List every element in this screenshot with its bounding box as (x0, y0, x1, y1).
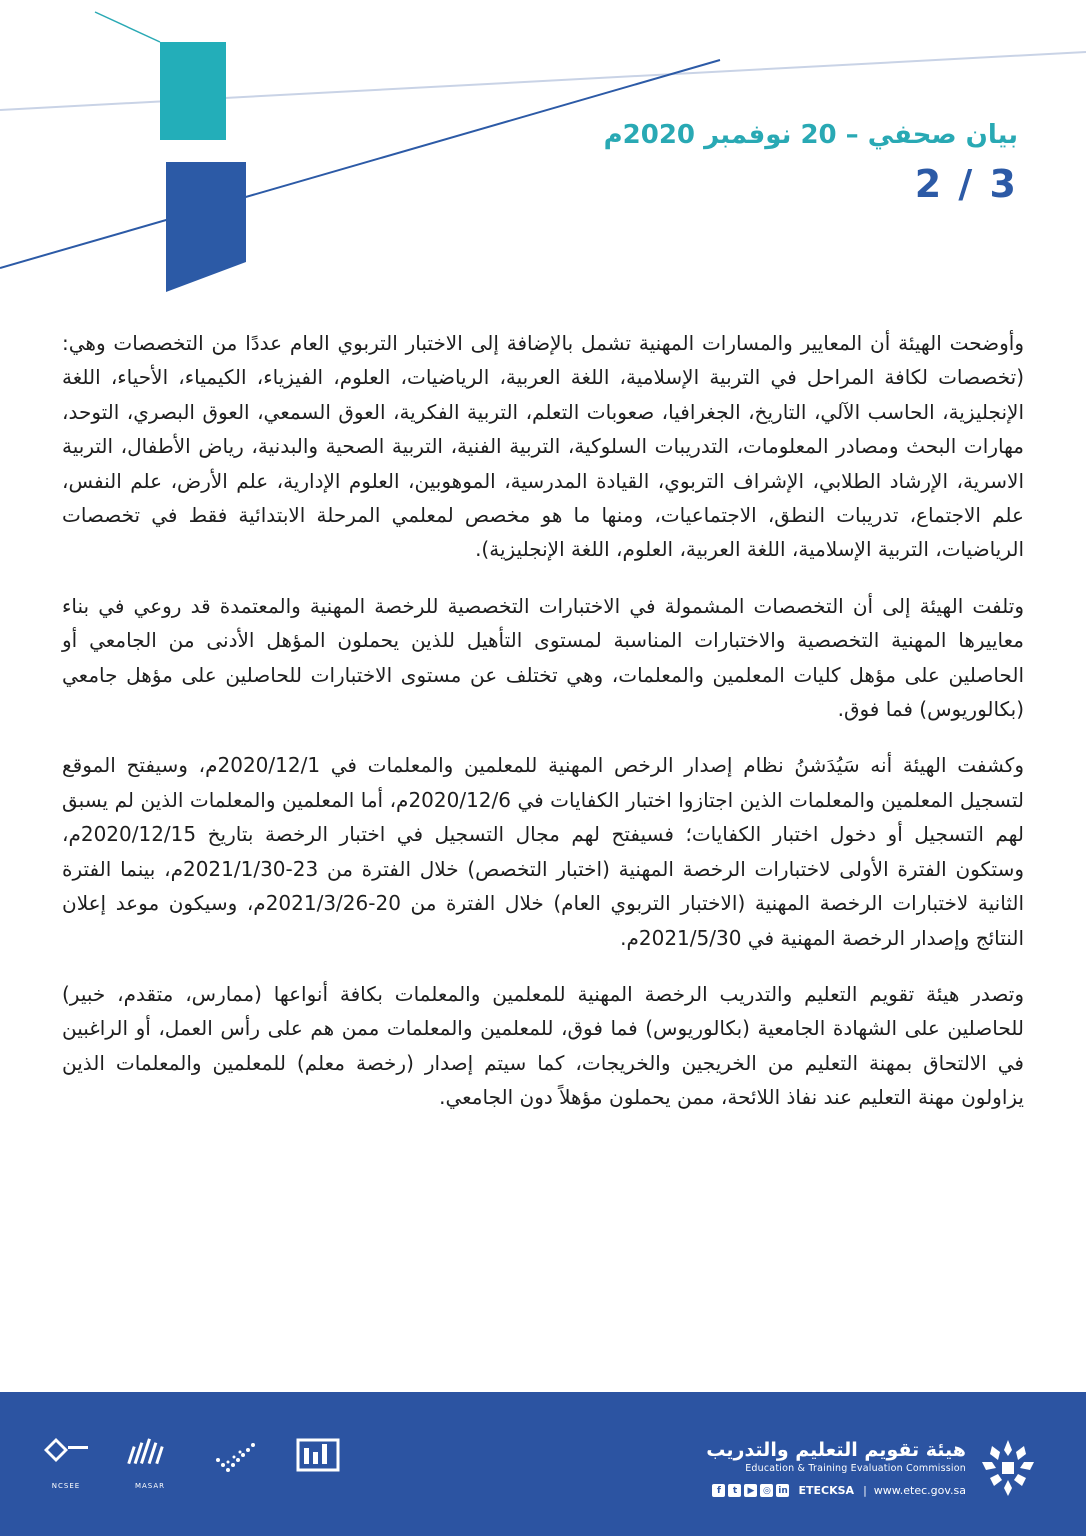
twitter-icon[interactable]: t (728, 1484, 741, 1497)
header-block (604, 120, 1018, 206)
masar-caption: MASAR (134, 1482, 166, 1490)
website-link[interactable]: www.etec.gov.sa (873, 1484, 966, 1497)
etec-logo-icon (976, 1436, 1040, 1500)
qiyas-icon (290, 1432, 346, 1480)
tamayuz-logo (38, 1432, 94, 1490)
org-name-arabic: هيئة تقويم التعليم والتدريب (706, 1439, 966, 1461)
facebook-icon[interactable]: f (712, 1484, 725, 1497)
tamayuz-icon (38, 1432, 94, 1480)
press-release-date: بيان صحفي – 20 نوفمبر 2020م (603, 120, 1018, 150)
footer (0, 1392, 1086, 1536)
masar-logo (122, 1432, 178, 1490)
etec-branding (706, 1428, 1040, 1508)
paragraph-license-types: وتصدر هيئة تقويم التعليم والتدريب الرخصة المهنية للمعلمين والمعلمات بكافة أنواعها (ممارس، متقدم، خبير) للحاصلين على الشهادة الجامعية (بكالوريوس) فما فوق، للمعلمين والمعلمات ممن هم على رأس العمل، أو الراغبين في الالتحاق بمهنة التعليم من الخريجين والخريجات، كما سيتم إصدار (رخصة معلم) للمعلمين والمعلمات الذين يزاولون مهنة التعليم عند نفاذ اللائحة، ممن يحملون مؤهلاً دون الجامعي. (62, 981, 1024, 1110)
paragraph-specializations: وأوضحت الهيئة أن المعايير والمسارات المهنية تشمل بالإضافة إلى الاختبار التربوي العام عددًا من التخصصات وهي: (تخصصات لكافة المراحل في التربية الإسلامية، اللغة العربية، الرياضيات، العلوم، الفيزياء، الكيمياء، الأحياء، اللغة الإنجليزية، الحاسب الآلي، التاريخ، الجغرافيا، صعوبات التعلم، التربية الفكرية، العوق السمعي، العوق البصري، التوحد، مهارات البحث ومصادر المعلومات، التدريبات السلوكية، التربية الفنية، التربية الصحية والبدنية، رياض الأطفال، التربية الاسرية، الإرشاد الطلابي، الإشراف التربوي، القيادة المدرسية، الموهوبين، العلوم الإدارية، علم الأرض، علم النفس، علم الاجتماع، تدريبات النطق، الاجتماعيات، ومنها ما هو مخصص لمعلمي المرحلة الابتدائية فقط في تخصصات الرياضيات، التربية الإسلامية، اللغة العربية، العلوم، اللغة الإنجليزية). (62, 331, 1024, 562)
paragraph-license-schedule: وكشفت الهيئة أنه سَيُدَشنُ نظام إصدار الرخص المهنية للمعلمين والمعلمات في 2020/12/1م، وسيفتح الموقع لتسجيل المعلمين والمعلمات الذين اجتازوا اختبار الكفايات في 2020/12/6م، أما المعلمين والمعلمات الذين لم يسبق لهم التسجيل أو دخول اختبار الكفايات؛ فسيفتح لهم مجال التسجيل في اختبار الرخصة بتاريخ 2020/12/15م، وستكون الفترة الأولى لاختبارات الرخصة المهنية (اختبار التخصص) خلال الفترة من 23-2021/1/30م، بينما الفترة الثانية لاختبارات الرخصة المهنية (الاختبار التربوي العام) خلال الفترة من 20-2021/3/26م، وسيكون موعد إعلان النتائج وإصدار الرخصة المهنية في 2021/5/30م. (62, 753, 1025, 950)
partner-logos (38, 1432, 346, 1490)
qiyas-logo (290, 1432, 346, 1482)
page-indicator: 3 / 2 (914, 162, 1018, 206)
links-separator: | (863, 1484, 867, 1497)
org-name-english: Education & Training Evaluation Commission (745, 1463, 966, 1474)
instagram-icon[interactable]: ◎ (760, 1484, 773, 1497)
paragraph-qualification-levels: وتلفت الهيئة إلى أن التخصصات المشمولة في الاختبارات التخصصية للرخصة المهنية والمعتمدة قد روعي في بناء معاييرها المهنية التخصصية والاختبارات المناسبة لمستوى التأهيل للذين يحملون المؤهل الأدنى من الجامعي أو الحاصلين على مؤهل كليات المعلمين والمعلمات، وهي تختلف عن مستوى الاختبارات للحاصلين على مؤهل جامعي (بكالوريوس) فما فوق. (62, 593, 1024, 722)
document-body (62, 326, 1024, 1137)
social-handle[interactable]: ETECKSA (798, 1484, 855, 1497)
accreditation-check-icon (206, 1432, 262, 1480)
youtube-icon[interactable]: ▶ (744, 1484, 757, 1497)
linkedin-icon[interactable]: in (778, 1485, 788, 1496)
etec-text (706, 1439, 966, 1497)
tamayuz-caption: NCSEE (51, 1482, 81, 1490)
accreditation-logo (206, 1432, 262, 1482)
masar-icon (122, 1432, 178, 1480)
social-links (706, 1484, 966, 1497)
